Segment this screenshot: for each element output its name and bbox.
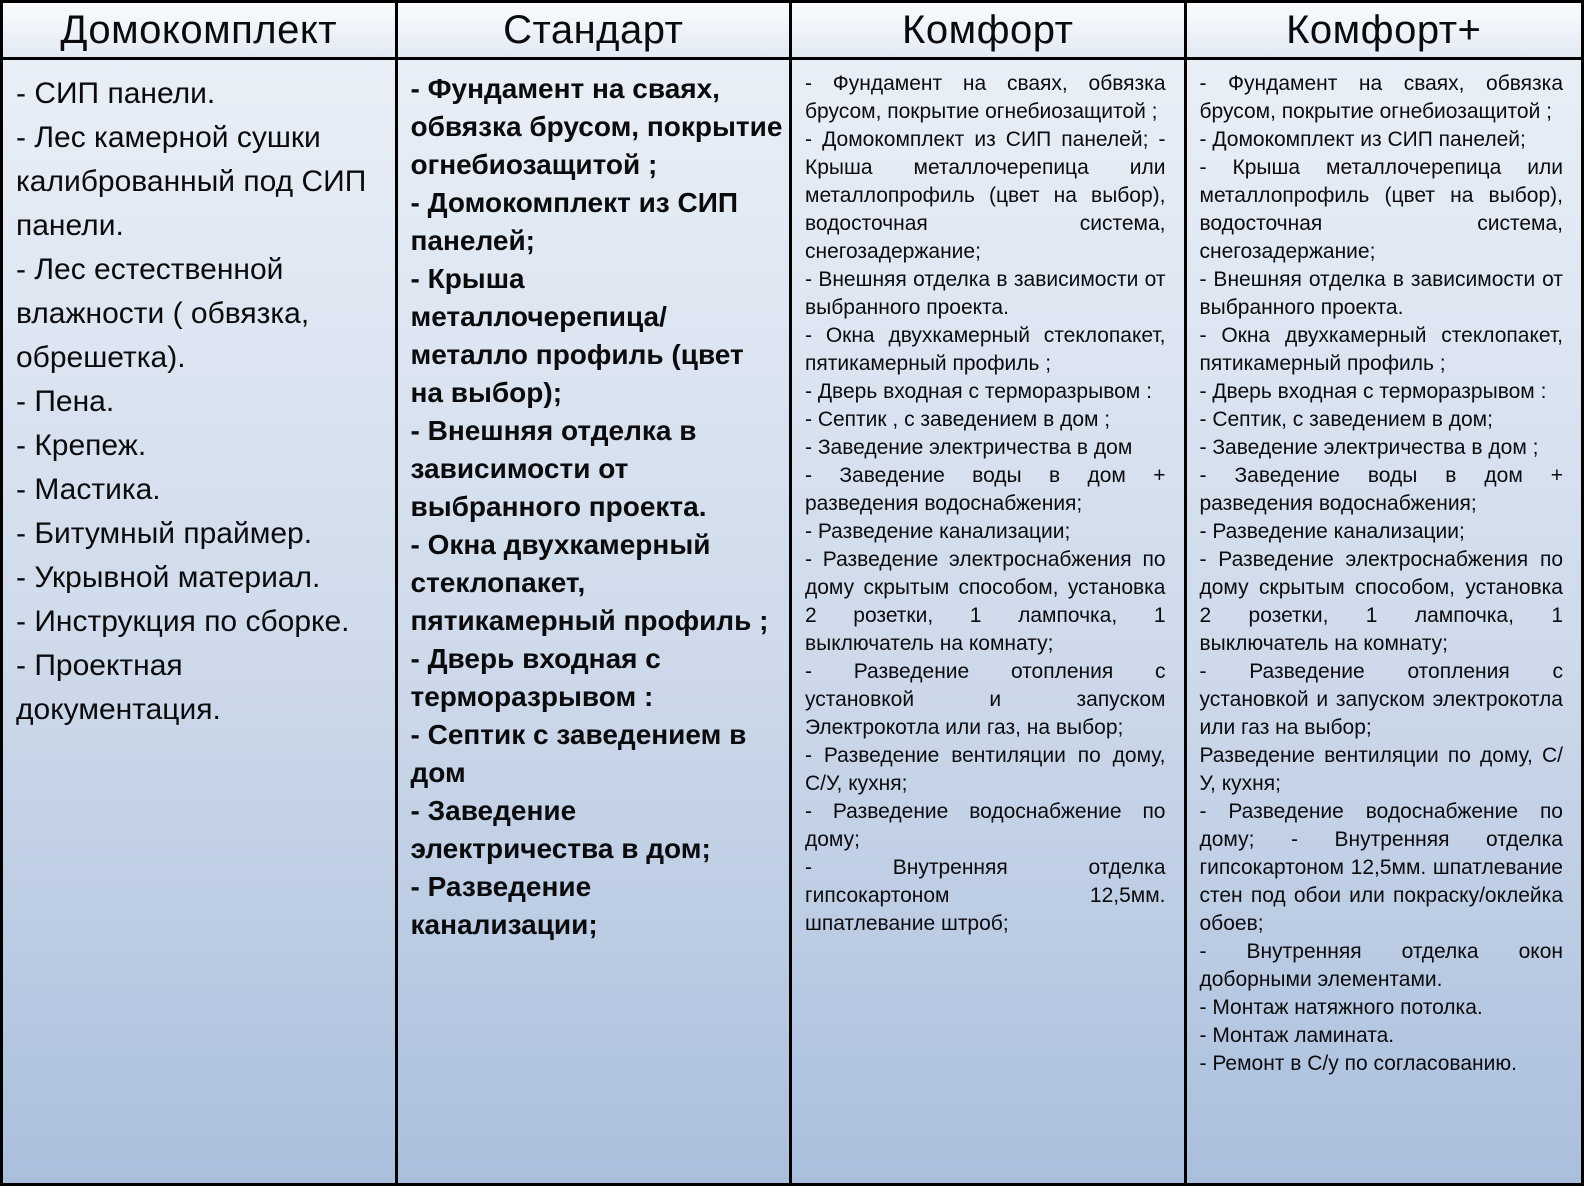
feature-item: - Пена. — [16, 385, 115, 418]
feature-item: - СИП панели. — [16, 77, 216, 110]
feature-item: - Окна двухкамерный стеклопакет, пятикамерный профиль ; - Дверь входная с терморазрывом : — [410, 529, 769, 712]
column-standart — [398, 3, 793, 1183]
feature-item: - Битумный праймер. — [16, 517, 313, 550]
feature-item: - Домокомплект из СИП панелей; — [1199, 128, 1526, 151]
column-items-standart — [398, 60, 790, 1183]
column-items-domokomplekt — [3, 60, 395, 1183]
feature-item: - Окна двухкамерный стеклопакет, пятикамерный профиль ; — [1199, 324, 1563, 375]
feature-item: - Монтаж натяжного потолка. — [1199, 996, 1483, 1019]
feature-item: - Крепеж. — [16, 429, 147, 462]
feature-item: - Лес естественной влажности ( обвязка, обрешетка). — [16, 253, 310, 374]
feature-item: - Внешняя отделка в зависимости от выбранного проекта. — [410, 415, 707, 522]
feature-item: - Заведение электричества в дом — [805, 436, 1133, 459]
feature-item: - Домокомплект из СИП панелей; — [410, 187, 738, 256]
feature-item: - Домокомплект из СИП панелей; - Крыша металлочерепица или металлопрофиль (цвет на выбор), водосточная система, снегозадержание; — [805, 128, 1166, 263]
feature-item: - Разведение отопления с установкой и запуском электрокотла или газ на выбор; — [1199, 660, 1563, 739]
feature-item: - Разведение водоснабжение по дому; - Внутренняя отделка гипсокартоном 12,5мм. шпатлевание стен под обои или покраску/оклейка обоев; — [1199, 800, 1563, 935]
feature-item: - Крыша металлочерепица/металло профиль (цвет на выбор); — [410, 263, 744, 408]
column-header-domokomplekt: Домокомплект — [3, 3, 395, 60]
feature-item: - Проектная документация. — [16, 649, 221, 726]
column-komfort — [792, 3, 1187, 1183]
feature-item: - Дверь входная с терморазрывом : — [805, 380, 1152, 403]
column-items-komfort-plus — [1187, 60, 1582, 1183]
feature-item: - Септик с заведением в дом — [410, 719, 747, 788]
feature-item: - Разведение вентиляции по дому, С/У, кухня; — [805, 744, 1166, 795]
feature-item: - Внешняя отделка в зависимости от выбранного проекта. — [1199, 268, 1563, 319]
column-header-komfort: Комфорт — [792, 3, 1184, 60]
feature-item: - Заведение электричества в дом ; — [1199, 436, 1539, 459]
feature-item: - Мастика. — [16, 473, 161, 506]
feature-item: - Разведение отопления с установкой и запуском Электрокотла или газ, на выбор; — [805, 660, 1166, 739]
column-items-komfort — [792, 60, 1184, 1183]
feature-item: - Дверь входная с терморазрывом : — [1199, 380, 1547, 403]
feature-item: - Септик, с заведением в дом; — [1199, 408, 1493, 431]
feature-item: - Окна двухкамерный стеклопакет, пятикамерный профиль ; — [805, 324, 1166, 375]
feature-item: - Разведение электроснабжения по дому скрытым способом, установка 2 розетки, 1 лампочка, 1 выключатель на комнату; — [805, 548, 1166, 655]
column-header-komfort-plus: Комфорт+ — [1187, 3, 1582, 60]
feature-item: - Крыша металлочерепица или металлопрофиль (цвет на выбор), водосточная система, снегозадержание; — [1199, 156, 1563, 263]
column-komfort-plus — [1187, 3, 1582, 1183]
feature-item: - Разведение водоснабжение по дому; — [805, 800, 1166, 851]
feature-item: - Разведение канализации; — [805, 520, 1071, 543]
feature-item: - Фундамент на сваях, обвязка брусом, покрытие огнебиозащитой ; — [805, 72, 1166, 123]
feature-item: - Септик , с заведением в дом ; — [805, 408, 1111, 431]
feature-item: - Фундамент на сваях, обвязка брусом, покрытие огнебиозащитой ; — [410, 73, 783, 180]
feature-item: - Разведение канализации; — [410, 871, 598, 940]
feature-item: - Лес камерной сушки калиброванный под СИП панели. — [16, 121, 367, 242]
feature-item: Разведение вентиляции по дому, С/У, кухня; — [1199, 744, 1563, 795]
feature-item: - Разведение канализации; — [1199, 520, 1465, 543]
feature-item: - Укрывной материал. — [16, 561, 321, 594]
feature-item: - Заведение воды в дом + разведения водоснабжения; — [1199, 464, 1563, 515]
feature-item: - Разведение электроснабжения по дому скрытым способом, установка 2 розетки, 1 лампочка, 1 выключатель на комнату; — [1199, 548, 1563, 655]
column-header-standart: Стандарт — [398, 3, 790, 60]
feature-item: - Инструкция по сборке. — [16, 605, 350, 638]
feature-item: - Заведение электричества в дом; — [410, 795, 711, 864]
column-domokomplekt — [3, 3, 398, 1183]
feature-item: - Внешняя отделка в зависимости от выбранного проекта. — [805, 268, 1166, 319]
feature-item: - Заведение воды в дом + разведения водоснабжения; — [805, 464, 1166, 515]
feature-item: - Ремонт в С/у по согласованию. — [1199, 1052, 1517, 1075]
feature-item: - Монтаж ламината. — [1199, 1024, 1395, 1047]
feature-item: - Внутренняя отделка гипсокартоном 12,5мм. шпатлевание штроб; — [805, 856, 1166, 935]
feature-item: - Фундамент на сваях, обвязка брусом, покрытие огнебиозащитой ; — [1199, 72, 1563, 123]
feature-item: - Внутренняя отделка окон доборными элементами. — [1199, 940, 1563, 991]
